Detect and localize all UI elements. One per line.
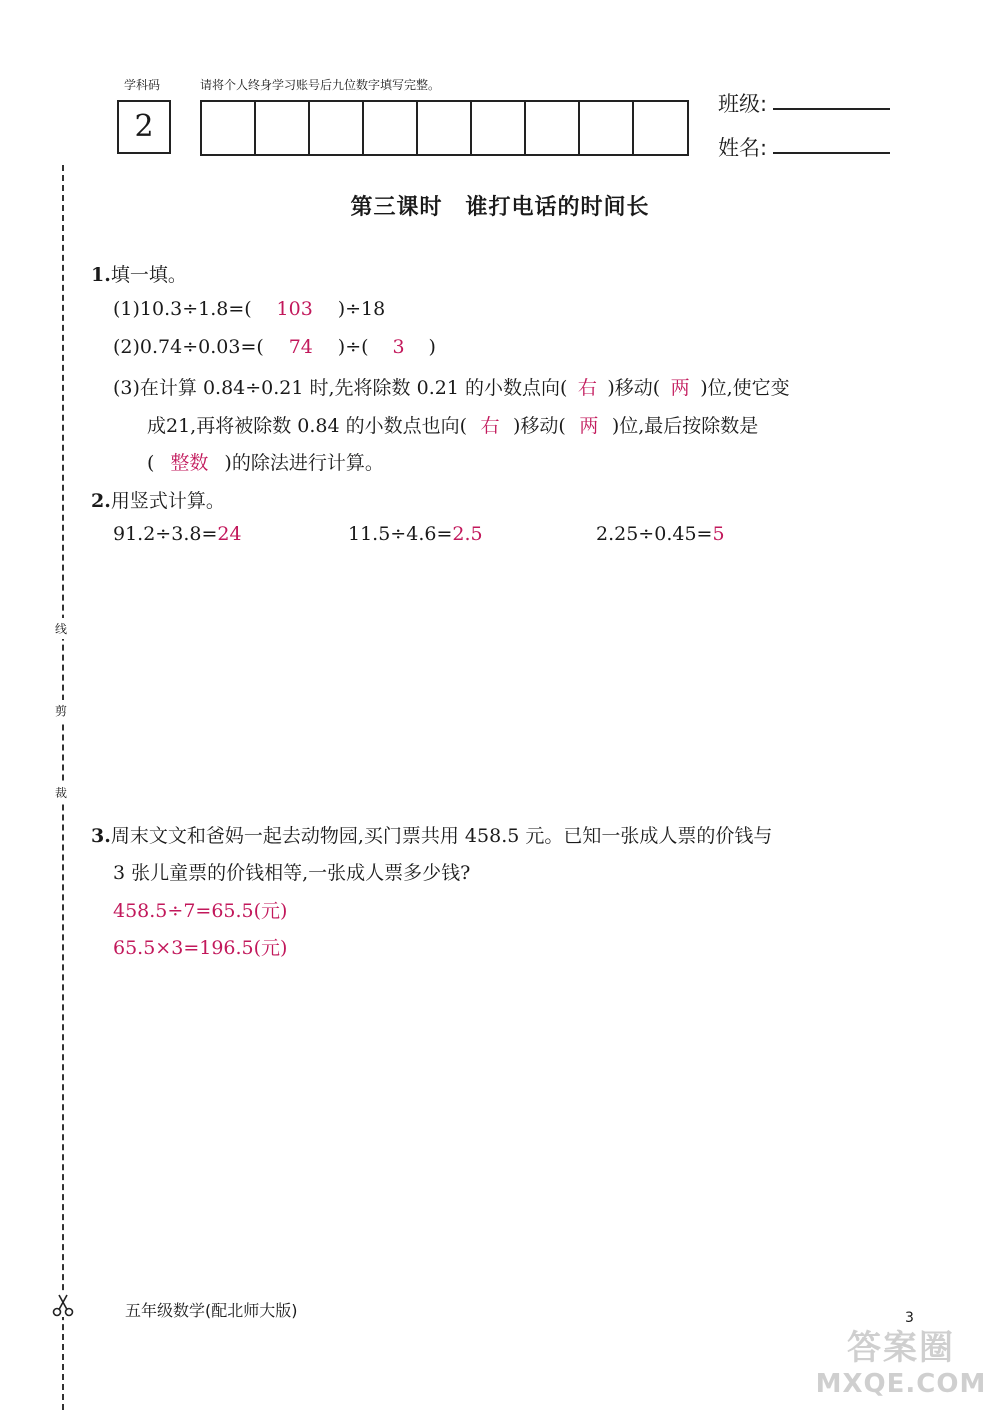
question-1-text: 填一填。 (110, 264, 187, 286)
q2-expr-2-text: 11.5÷4.6= (348, 523, 453, 545)
account-digit-box[interactable] (526, 102, 580, 154)
account-digit-box[interactable] (310, 102, 364, 154)
q1-p3-answer-1: 右 (577, 377, 597, 399)
account-digit-box[interactable] (364, 102, 418, 154)
watermark-text-2: MXQE.COM (815, 1369, 987, 1399)
q1-p1-answer: 103 (276, 298, 313, 320)
q1-p1-expr-end: )÷18 (337, 298, 386, 320)
q1-p3-text-d: 成21,再将被除数 0.84 的小数点也向( (147, 415, 468, 437)
class-label: 班级: (718, 92, 768, 116)
q1-p3-text-a: (3)在计算 0.84÷0.21 时,先将除数 0.21 的小数点向( (113, 377, 568, 399)
q2-answer-2: 2.5 (452, 523, 483, 545)
cut-mark-xian: 线 (55, 618, 67, 639)
q1-p3-text-c: )位,使它变 (700, 377, 790, 399)
q2-expr-2 (348, 523, 483, 545)
q1-p2-expr-mid: )÷( (337, 336, 369, 358)
watermark-logo (806, 1320, 996, 1410)
q2-expr-1-text: 91.2÷3.8= (113, 523, 218, 545)
question-1-number: 1. (91, 264, 111, 286)
q1-part1 (113, 298, 385, 320)
name-label: 姓名: (718, 136, 768, 160)
q1-p2-answer-1: 74 (288, 336, 313, 358)
q1-p3-text-g: ( (147, 452, 155, 474)
scissors-icon (51, 1293, 75, 1317)
account-digit-box[interactable] (472, 102, 526, 154)
question-2-heading (91, 486, 225, 513)
question-3-line1 (91, 821, 772, 848)
q1-part2 (113, 336, 436, 358)
q2-answer-1: 24 (217, 523, 242, 545)
page-number: 3 (905, 1310, 914, 1326)
q1-p3-text-h: )的除法进行计算。 (224, 452, 384, 474)
q1-p2-expr-end: ) (428, 336, 436, 358)
q1-p3-answer-2: 两 (670, 377, 690, 399)
q3-answer-2: 65.5×3=196.5(元) (113, 937, 288, 959)
subject-code-box: 2 (117, 100, 171, 154)
q3-answer-1: 458.5÷7=65.5(元) (113, 900, 288, 922)
question-2-text: 用竖式计算。 (110, 490, 225, 512)
q1-p3-text-b: )移动( (607, 377, 661, 399)
watermark-text-1: 答案圈 (847, 1328, 955, 1368)
question-3-number: 3. (91, 825, 111, 847)
q2-expr-3-text: 2.25÷0.45= (596, 523, 713, 545)
page-title: 第三课时 谁打电话的时间长 (350, 195, 650, 220)
cut-mark-cai: 裁 (55, 782, 67, 803)
q1-part3-line3 (147, 448, 384, 475)
q1-part3-line1 (113, 373, 790, 400)
q2-expr-3 (596, 523, 725, 545)
account-digit-box[interactable] (418, 102, 472, 154)
book-footer: 五年级数学(配北师大版) (125, 1301, 298, 1320)
q1-p3-text-e: )移动( (513, 415, 566, 437)
question-1-heading (91, 260, 187, 287)
account-digit-box[interactable] (634, 102, 687, 154)
q1-p2-expr: (2)0.74÷0.03=( (113, 336, 264, 358)
question-3-text-1: 周末文文和爸妈一起去动物园,买门票共用 458.5 元。已知一张成人票的价钱与 (110, 825, 773, 847)
cut-mark-jian: 剪 (55, 700, 67, 721)
account-digit-box[interactable] (202, 102, 256, 154)
q1-p3-answer-3: 右 (480, 415, 500, 437)
q1-part3-line2 (147, 411, 758, 438)
account-instruction: 请将个人终身学习账号后九位数字填写完整。 (200, 78, 441, 92)
question-3-text-2: 3 张儿童票的价钱相等,一张成人票多少钱? (113, 862, 471, 884)
q2-answer-3: 5 (712, 523, 725, 545)
account-number-boxes (200, 100, 689, 156)
q1-p3-answer-5: 整数 (170, 452, 209, 474)
class-field[interactable] (773, 86, 890, 110)
q1-p3-text-f: )位,最后按除数是 (611, 415, 759, 437)
name-field[interactable] (773, 130, 890, 154)
q1-p3-answer-4: 两 (579, 415, 599, 437)
q1-p1-expr: (1)10.3÷1.8=( (113, 298, 252, 320)
subject-code-label: 学科码 (124, 78, 161, 92)
question-2-number: 2. (91, 490, 111, 512)
q1-p2-answer-2: 3 (392, 336, 405, 358)
q2-expr-1 (113, 523, 242, 545)
account-digit-box[interactable] (580, 102, 634, 154)
account-digit-box[interactable] (256, 102, 310, 154)
